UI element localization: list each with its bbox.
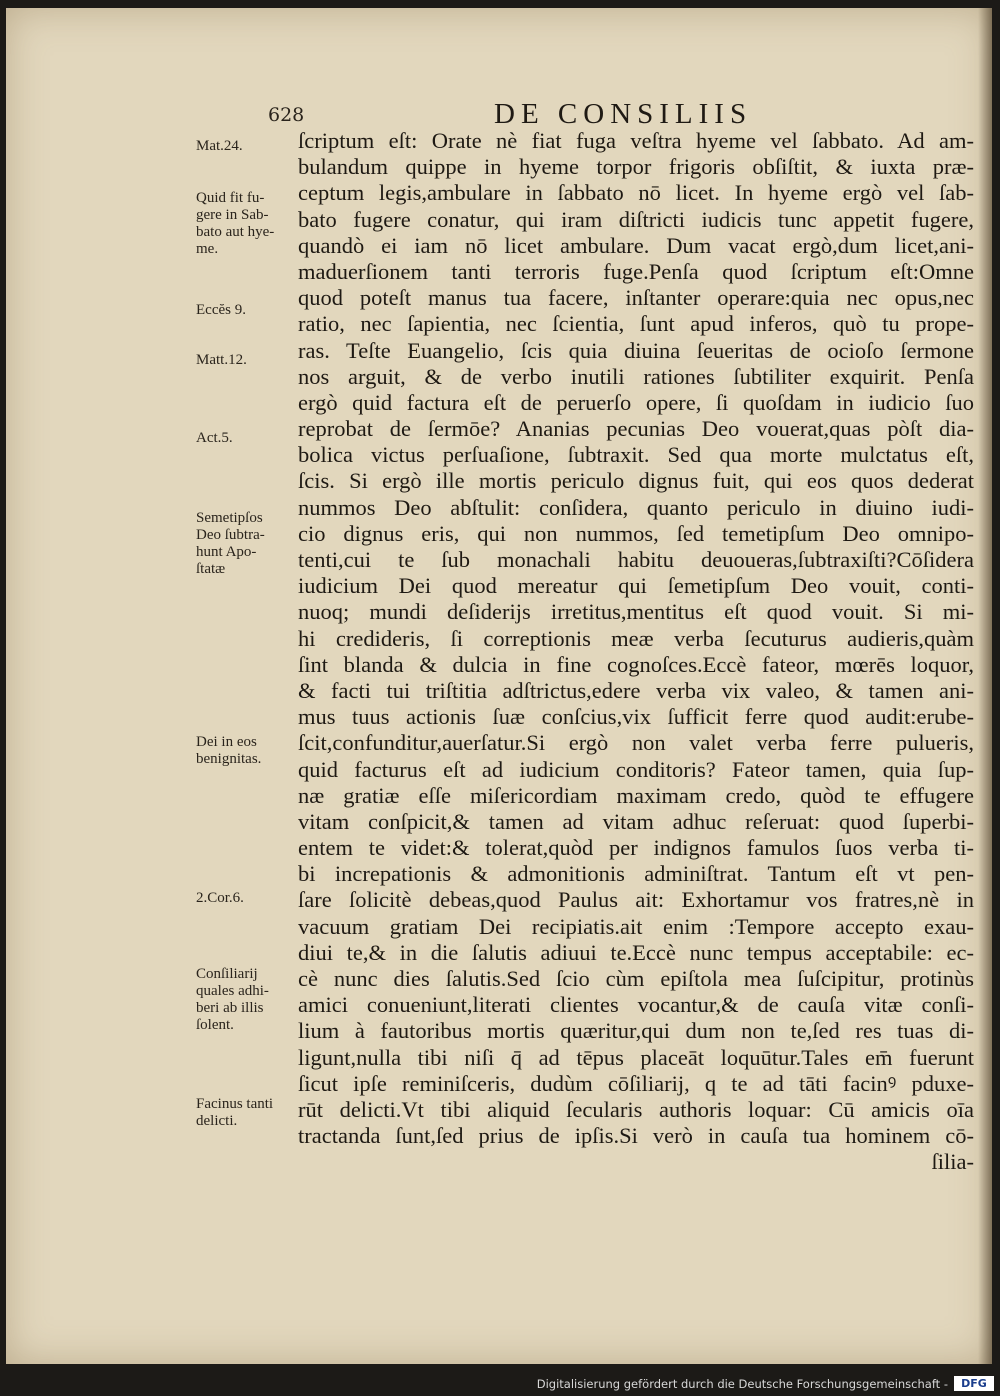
page-number: 628	[268, 104, 305, 126]
text-line: ras. Teſte Euangelio, ſcis quia diuina ſeueritas de ocioſo ſermone	[298, 337, 974, 363]
text-line: diui te,& in die ſalutis adiuui te.Eccè nunc tempus acceptabile: ec-	[298, 939, 974, 965]
text-line: cio dignus eris, qui non nummos, ſed temetipſum Deo omnipo-	[298, 520, 974, 546]
dfg-logo: DFG	[954, 1376, 994, 1391]
text-line: nos arguit, & de verbo inutili rationes ſubtiliter exquirit. Penſa	[298, 363, 974, 389]
text-line: tractanda ſunt,ſed prius de ipſis.Si verò in cauſa tua hominem cō-	[298, 1123, 974, 1149]
text-line: ceptum legis,ambulare in ſabbato nō licet. In hyeme ergò vel ſab-	[298, 180, 974, 206]
margin-note: Act.5.	[196, 430, 233, 446]
text-line: reprobat de ſermōe? Ananias pecunias Deo vouerat,quas pòſt dia-	[298, 416, 974, 442]
margin-note: Matt.12.	[196, 352, 247, 368]
margin-note: Quid fit fu- gere in Sab- bato aut hye- me.	[196, 190, 275, 257]
margin-note: 2.Cor.6.	[196, 890, 244, 906]
margin-note: Eccĕs 9.	[196, 302, 246, 318]
text-line: amici conueniunt,literati clientes vocantur,& de cauſa vitæ conſi-	[298, 992, 974, 1018]
text-line: ſint blanda & dulcia in fine cognoſces.Eccè fateor, mœrēs loquor,	[298, 651, 974, 677]
text-line: næ gratiæ eſſe miſericordiam maximam credo, quòd te effugere	[298, 782, 974, 808]
text-line: ergò quid factura eſt de peruerſo opere, ſi quoſdam in iudicio ſuo	[298, 389, 974, 415]
text-line: lium à fautoribus mortis quæritur,qui dum non te,ſed res tuas di-	[298, 1018, 974, 1044]
text-line: ſcit,confunditur,auerſatur.Si ergò non valet verba ferre pulueris,	[298, 730, 974, 756]
text-line: vitam conſpicit,& tamen ad vitam adhuc reſeruat: quod ſuperbi-	[298, 808, 974, 834]
running-head: DE CONSILIIS	[494, 98, 753, 130]
text-line: quandò ei iam nō licet ambulare. Dum vacat ergò,dum licet,ani-	[298, 232, 974, 258]
margin-note: Dei in eos benignitas.	[196, 734, 262, 767]
text-line: vacuum gratiam Dei recipiatis.ait enim :Tempore accepto exau-	[298, 913, 974, 939]
text-line: tenti,cui te ſub monachali habitu deuoueras,ſubtraxiſti?Cōſidera	[298, 547, 974, 572]
text-line: quid facturus eſt ad iudicium conditoris? Fateor tamen, quia ſup-	[298, 756, 974, 782]
text-line: ſcis. Si ergò ille mortis periculo dignus fuit, qui eos quos dederat	[298, 468, 974, 494]
text-line: ſcriptum eſt: Orate nè fiat fuga veſtra hyeme vel ſabbato. Ad am-	[298, 128, 974, 153]
footer-credit: Digitalisierung gefördert durch die Deutsche Forschungsgemeinschaft -	[536, 1377, 948, 1391]
text-line: quod poteſt manus tua facere, inſtanter operare:quia nec opus,nec	[298, 285, 974, 311]
text-line: ligunt,nulla tibi niſi q̄ ad tēpus placeāt loquūtur.Tales em̄ fuerunt	[298, 1044, 974, 1070]
text-line: iudicium Dei quod mereatur qui ſemetipſum Deo vouit, conti-	[298, 573, 974, 599]
text-line: bato fugere conatur, qui iram diſtricti iudicis tunc appetit fugere,	[298, 206, 974, 232]
text-line: mus tuus actionis ſuæ conſcius,vix ſufficit ferre quod audit:erube-	[298, 704, 974, 730]
text-line: ſicut ipſe reminiſceris, dudùm cōſiliarij, q te ad tāti facinꝰ pduxe-	[298, 1070, 974, 1096]
text-line: ratio, nec ſapientia, nec ſcientia, ſunt apud inferos, quò tu prope-	[298, 311, 974, 337]
text-line: nuoq; mundi deſiderijs irretitus,mentitus eſt quod vouit. Si mi-	[298, 599, 974, 625]
main-text-block	[298, 128, 974, 1176]
text-line: ſilia-	[931, 1149, 974, 1175]
margin-note: Mat.24.	[196, 138, 243, 154]
text-line: rūt delicti.Vt tibi aliquid ſecularis authoris loquar: Cū amicis oīa	[298, 1096, 974, 1122]
text-line: maduerſionem tanti terroris fuge.Penſa quod ſcriptum eſt:Omne	[298, 258, 974, 284]
text-line: bulandum quippe in hyeme torpor frigoris obſiſtit, & iuxta præ-	[298, 154, 974, 180]
text-line: entem te videt:& tolerat,quòd per indignos famulos ſuos verba ti-	[298, 835, 974, 861]
text-line: bolica victus perſuaſione, ſubtraxit. Sed qua morte mulctatus eſt,	[298, 442, 974, 468]
text-line: hi credideris, ſi correptionis meæ verba ſecuturus audieris,quàm	[298, 625, 974, 651]
text-line: cè nunc dies ſalutis.Sed ſcio cùm epiſtola mea ſuſcipitur, protinùs	[298, 966, 974, 991]
text-line: bi increpationis & admonitionis adminiſtrat. Tantum eſt vt pen-	[298, 861, 974, 887]
text-line: nummos Deo abſtulit: conſidera, quanto periculo in diuino iudi-	[298, 494, 974, 520]
margin-note: Conſiliarij quales adhi- beri ab illis ſolent.	[196, 966, 269, 1033]
text-line: & facti tui triſtitia adſtrictus,edere verba vix valeo, & tamen ani-	[298, 677, 974, 703]
margin-note: Semetipſos Deo ſubtra- hunt Apo- ſtatæ	[196, 510, 265, 577]
margin-note: Facinus tanti delicti.	[196, 1096, 274, 1129]
text-line: ſare ſolicitè debeas,quod Paulus ait: Exhortamur vos fratres,nè in	[298, 887, 974, 913]
